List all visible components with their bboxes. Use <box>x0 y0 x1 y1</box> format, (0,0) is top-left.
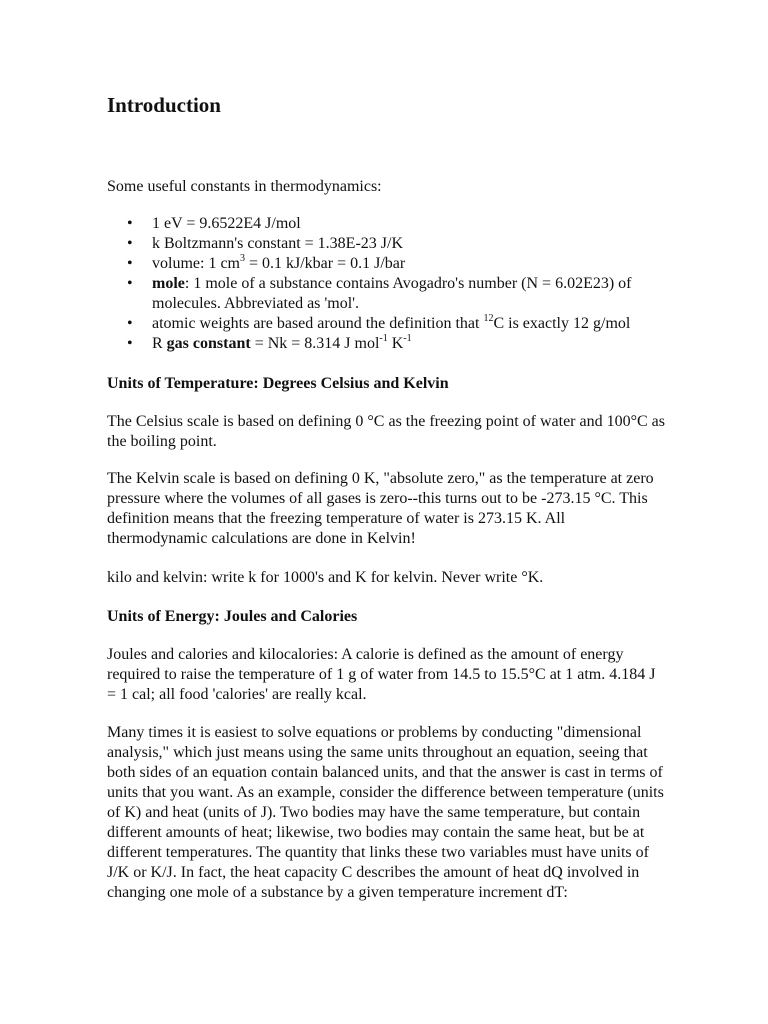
constants-list <box>107 214 667 354</box>
constant-ev: • 1 eV = 9.6522E4 J/mol <box>107 214 667 234</box>
constant-mole: • mole: 1 mole of a substance contains Avogadro's number (N = 6.02E23) of molecules. Abbreviated as 'mol'. <box>107 274 667 314</box>
gas-constant-term: gas constant <box>166 335 251 352</box>
constant-atomic-weights: • atomic weights are based around the definition that $^{12}$C is exactly 12 g/mol <box>107 314 667 334</box>
constant-gas: • R gas constant = Nk = 8.314 J mol$^{-1}$ $K^{-1}$ <box>107 334 667 354</box>
kilo-kelvin-paragraph: kilo and kelvin: write k for 1000's and K for kelvin. Never write °K. <box>107 569 544 586</box>
temperature-heading: Units of Temperature: Degrees Celsius and Kelvin <box>107 375 449 392</box>
energy-heading: Units of Energy: Joules and Calories <box>107 608 358 625</box>
page-title: Introduction <box>107 93 221 117</box>
kelvin-paragraph: The Kelvin scale is based on defining 0 K, "absolute zero," as the temperature at zero pressure where the volumes of all gases is zero--this turns out to be -273.15 °C. This definition means that the freezing temperature of water is 273.15 K. All thermodynamic calculations are done in Kelvin! <box>107 470 654 547</box>
calories-paragraph: Joules and calories and kilocalories: A calorie is defined as the amount of energy required to raise the temperature of 1 g of water from 14.5 to 15.5°C at 1 atm. 4.184 J = 1 cal; all food 'calories' are really kcal. <box>107 646 656 703</box>
constant-boltzmann: • k Boltzmann's constant = 1.38E-23 J/K <box>107 234 667 254</box>
dimensional-analysis-paragraph: Many times it is easiest to solve equations or problems by conducting "dimensional analysis," which just means using the same units throughout an equation, seeing that both sides of an equation contain balanced units, and that the answer is cast in terms of units that you want. As an example, consider the difference between temperature (units of K) and heat (units of J). Two bodies may have the same temperature, but contain different amounts of heat; likewise, two bodies may contain the same heat, but be at different temperatures. The quantity that links these two variables must have units of J/K or K/J. In fact, the heat capacity C describes the amount of heat dQ involved in changing one mole of a substance by a given temperature increment dT: <box>107 724 664 901</box>
celsius-paragraph: The Celsius scale is based on defining 0 °C as the freezing point of water and 100°C as the boiling point. <box>107 413 665 450</box>
constant-volume: • volume: 1 $cm^3 = 0.1$ kJ/kbar = 0.1 J/bar <box>107 254 667 274</box>
mole-term: mole <box>152 275 185 292</box>
intro-text: Some useful constants in thermodynamics: <box>107 178 382 195</box>
